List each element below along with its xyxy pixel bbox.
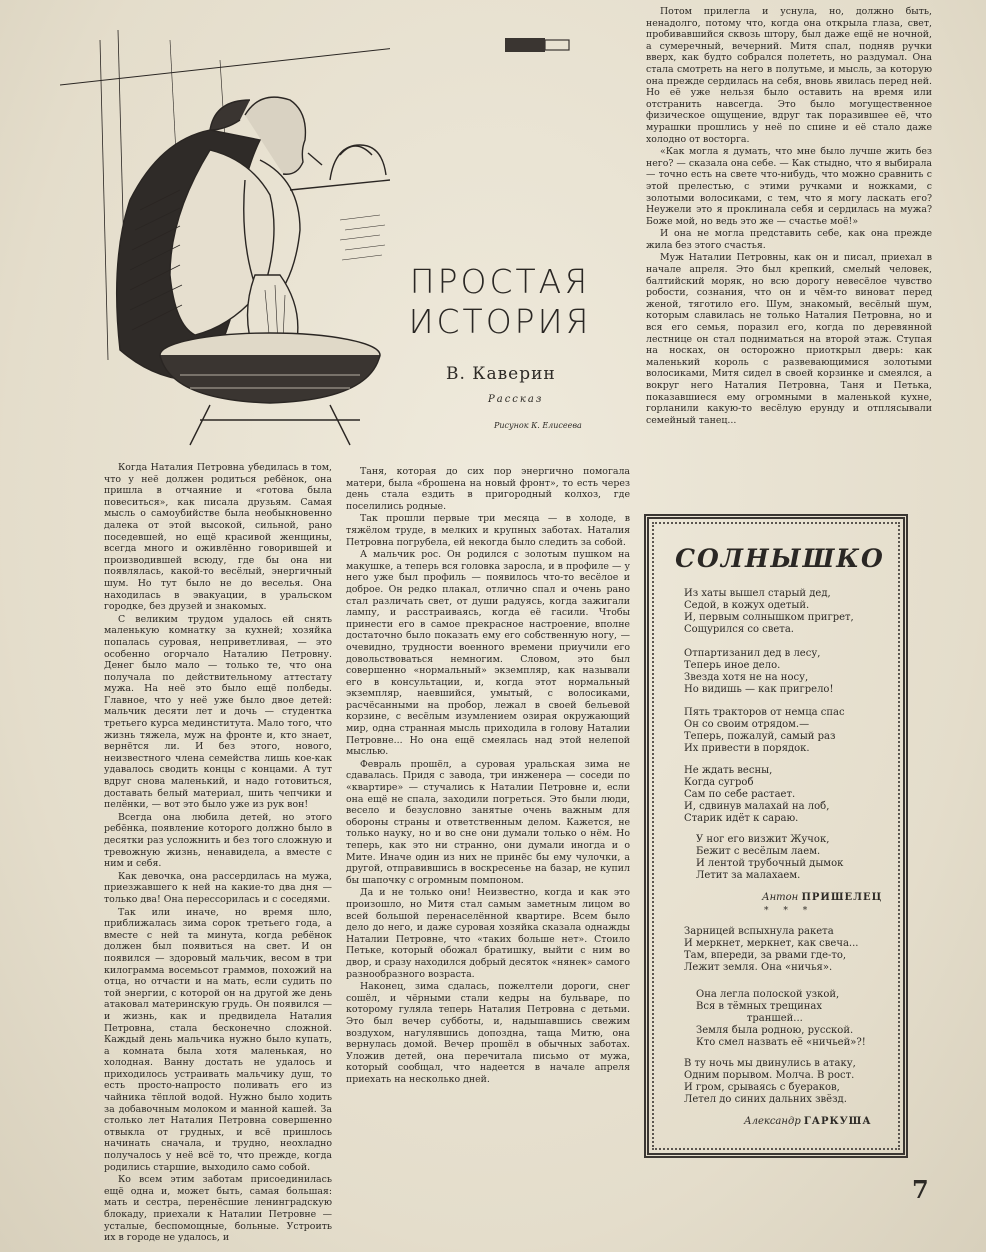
poem-stanza: Она легла полоской узкой, Вся в тёмных трещинах траншей... Земля была родною, русской. Кто смел назвать её «ничьей»?!	[696, 989, 866, 1048]
illustration-credit: Рисунок К. Елисеева	[494, 421, 582, 430]
poem-stanza: Из хаты вышел старый дед, Седой, в кожух одетый. И, первым солнышком пригрет, Сощурился со света.	[684, 588, 854, 635]
paragraph: Потом прилегла и уснула, но, должно быть, ненадолго, потому что, когда она открыла глаза, свет, пробивавшийся сквозь штору, был даже ещё не ночной, а сумеречный, вечерний. Митя спал, подняв ручки вверх, как будто собрался полететь, но раздумал. Она стала смотреть на него в полутьме, и мысль, за которую она прежде сердилась на себя, вновь явилась перед ней. Но её уже нельзя было оставить на время или отстранить навсегда. Это было могущественное физическое ощущение, вдруг так поразившее её, что мурашки прошлись у неё по спине и её стало даже холодно от восторга.	[646, 6, 932, 145]
story-column-1	[104, 462, 332, 1245]
poem-author-1	[762, 892, 882, 903]
paragraph: Да и не только они! Неизвестно, когда и как это произошло, но Митя стал самым заметным лицом во всей большой перенаселённой квартире. Всем было дело до него, и даже суровая хозяйка сказала однажды Наталии Петровне, что «таких больше нет». Стоило Петьке, который обожал братишку, выйти с ним во двор, и сразу находился добрый десяток «нянек» самого разнообразного возраста.	[346, 887, 630, 980]
poem-stanza: Зарницей вспыхнула ракета И меркнет, меркнет, как свеча... Там, впереди, за рвами где-то, Лежит земля. Она «ничья».	[684, 926, 859, 973]
poem-stanza: Отпартизанил дед в лесу, Теперь иное дело. Звезда хотя не на носу, Но видишь — как пригрело!	[684, 648, 834, 695]
story-title-line2: ИСТОРИЯ	[408, 302, 592, 341]
story-genre: Рассказ	[488, 394, 544, 405]
paragraph: Всегда она любила детей, но этого ребёнка, появление которого должно было в десятки раз усложнить и без того сложную и тревожную жизнь, ненавидела, а вместе с ним и себя.	[104, 811, 332, 870]
author-first-name: Александр	[744, 1116, 801, 1127]
author-last-name: ПРИШЕЛЕЦ	[801, 892, 883, 903]
author-first-name: Антон	[762, 892, 799, 903]
woman-washing-laundry-illustration	[60, 30, 390, 450]
story-title-line1: ПРОСТАЯ	[409, 262, 591, 301]
story-author: В. Каверин	[446, 364, 556, 384]
poem-stanza: У ног его визжит Жучок, Бежит с весёлым лаем. И лентой трубочный дымок Летит за малахаем.	[696, 834, 844, 881]
paragraph: Когда Наталия Петровна убедилась в том, что у неё должен родиться ребёнок, она пришла в отчаяние и «готова была повеситься», как писала друзьям. Самая мысль о самоубийстве была необыкновенно далека от этой высокой, сильной, рано поседевшей, но ещё красивой женщины, всегда много и оживлённо говорившей и производившей всюду, где бы она ни появлялась, какой-то весёлый, энергичный шум. Но тут было не до веселья. Она находилась в эвакуации, в уральском городке, без друзей и знакомых.	[104, 462, 332, 613]
story-column-2	[346, 466, 630, 1086]
paragraph: Таня, которая до сих пор энергично помогала матери, была «брошена на новый фронт», то есть через день стала ездить в пригородный колхоз, где поселились родные.	[346, 466, 630, 512]
paragraph: И она не могла представить себе, как она прежде жила без этого счастья.	[646, 228, 932, 251]
shelf-box-drawing	[500, 34, 580, 56]
poem-stanza: Пять тракторов от немца спас Он со своим отрядом.— Теперь, пожалуй, самый раз Их привести в порядок.	[684, 707, 845, 754]
story-column-3	[646, 6, 932, 427]
paragraph: А мальчик рос. Он родился с золотым пушком на макушке, а теперь вся головка заросла, и в профиле — у него уже был профиль — появилось что-то весёлое и доброе. Он редко плакал, отлично спал и очень рано стал различать свет, от души радуясь, когда зажигали лампу, и расстраиваясь, когда её гасили. Чтобы принести его в самое прекрасное настроение, вполне достаточно было показать ему его собственную ногу, — очевидно, трудности военного времени приучили его довольствоваться немногим. Словом, это был совершенно «нормальный» экземпляр, как называли его в консультации, и, когда этот нормальный экземпляр, наевшийся, умытый, с волосиками, расчёсанными на пробор, лежал в своей бельевой корзине, с весёлым изумлением озирая окружающий мир, одна странная мысль приходила в голову Наталии Петровне... Но она ещё смеялась над этой нелепой мыслью.	[346, 549, 630, 758]
page-number: 7	[912, 1175, 929, 1204]
paragraph: Так прошли первые три месяца — в холоде, в тяжёлом труде, в мелких и крупных заботах. Наталия Петровна погрубела, ей некогда было следить за собой.	[346, 513, 630, 548]
paragraph: Наконец, зима сдалась, пожелтели дороги, снег сошёл, и чёрными стали кедры на бульваре, по которому гуляла теперь Наталия Петровна с детьми. Это был вечер субботы, и, надышавшись свежим воздухом, нагулявшись допоздна, таща Митю, она вернулась домой. Вечер прошёл в обычных заботах. Уложив детей, она перечитала письмо от мужа, который сообщал, что надеется в начале апреля приехать на несколько дней.	[346, 981, 630, 1085]
poem-title: СОЛНЫШКО	[675, 544, 885, 573]
paragraph: «Как могла я думать, что мне было лучше жить без него? — сказала она себе. — Как стыдно, что я выбирала — точно есть на свете что-нибудь, что можно сравнить с этой прелестью, с этими ручками и ножками, с золотыми волосиками, с тем, что я могу ласкать его? Неужели это я проклинала себя и сердилась на мужа? Боже мой, но ведь это же — счастье моё!»	[646, 146, 932, 227]
paragraph: Февраль прошёл, а суровая уральская зима не сдавалась. Придя с завода, три инженера — соседи по «квартире» — стучались к Наталии Петровне и, если она ещё не спала, заходили погреться. Это были люди, весело и безусловно занятые очень важным для обороны страны и ответственным делом. Кажется, не только науку, но и во сне они думали только о нём. Но теперь, как это ни странно, они думали иногда и о Мите. Иначе один из них не принёс бы ему чулочки, а другой, отправившись в воскресенье на базар, не купил бы шапочку с огромным помпоном.	[346, 758, 630, 886]
paragraph: С великим трудом удалось ей снять маленькую комнатку за кухней; хозяйка попалась суровая, неприветливая, — это особенно огорчало Наталию Петровну. Денег было мало — только те, что она получала по действительному аттестату мужа. На неё это было ещё полбеды. Главное, что у неё уже было двое детей: мальчик десяти лет и дочь — студентка третьего курса мединститута. Мало того, что жизнь тяжела, муж на фронте и, кто знает, вернётся ли. И без этого, нового, неизвестного члена семейства лишь кое-как удавалось сводить концы с концами. А тут вдруг снова маленький, и надо готовиться, доставать белый материал, шить чепчики и пелёнки, — вот это было уже из рук вон!	[104, 613, 332, 811]
poem-stanza: Не ждать весны, Когда сугроб Сам по себе растает. И, сдвинув малахай на лоб, Старик идёт к сараю.	[684, 765, 830, 824]
paragraph: Ко всем этим заботам присоединилась ещё одна и, может быть, самая большая: мать и сестра, перенёсшие ленинградскую блокаду, приехали к Наталии Петровне — усталые, беспомощные, больные. Устроить их в городе не удалось, и	[104, 1174, 332, 1244]
paragraph: Муж Наталии Петровны, как он и писал, приехал в начале апреля. Это был крепкий, смелый человек, балтийский моряк, но всю дорогу невесёлое чувство робости, сознания, что он и чём-то виноват перед женой, тяготило его. Шум, знакомый, весёлый шум, которым славилась не только Наталия Петровна, но и вся его семья, поразил его, когда по деревянной лестнице он стал подниматься на второй этаж. Ступая на носках, он осторожно приоткрыл дверь: как маленький король с развевающимися золотыми волосиками, Митя сидел в своей корзинке и смеялся, а вокруг него Наталия Петровна, Таня и Петька, показавшиеся ему огромными в маленькой кухне, горланили какую-то весёлую ерунду и отплясывали семейный танец...	[646, 252, 932, 426]
paragraph: Так или иначе, но время шло, приближалась зима сорок третьего года, а вместе с ней та минута, когда ребёнок должен был появиться на свет. И он появился — здоровый мальчик, весом в три килограмма восемьсот граммов, похожий на отца, но отчасти и на мать, если судить по той энергии, с которой он на другой же день атаковал материнскую грудь. Он появился — и жизнь, как и предвидела Наталия Петровна, стала бесконечно сложной. Каждый день мальчика нужно было купать, а комната была хотя маленькая, но холодная. Ванну достать не удалось и приходилось устраивать мальчику душ, то есть просто-напросто поливать его из чайника тёплой водой. Нужно было ходить за добавочным молоком и манной кашей. За столько лет Наталия Петровна совершенно отвыкла от грудных, и всё пришлось начинать сначала, и трудно, неохладно получалось у неё всё то, что прежде, когда родились старшие, выходило само собой.	[104, 906, 332, 1173]
paragraph: Как девочка, она рассердилась на мужа, приезжавшего к ней на какие-то два дня — только два! Она перессорилась и с соседями.	[104, 870, 332, 905]
section-separator: * * *	[764, 906, 814, 916]
author-last-name: ГАРКУША	[803, 1116, 872, 1127]
poem-author-2	[744, 1116, 872, 1127]
story-title	[400, 262, 600, 342]
poem-stanza: В ту ночь мы двинулись в атаку, Одним порывом. Молча. В рост. И гром, срываясь с буераков, Летел до синих дальних звёзд.	[684, 1058, 856, 1105]
